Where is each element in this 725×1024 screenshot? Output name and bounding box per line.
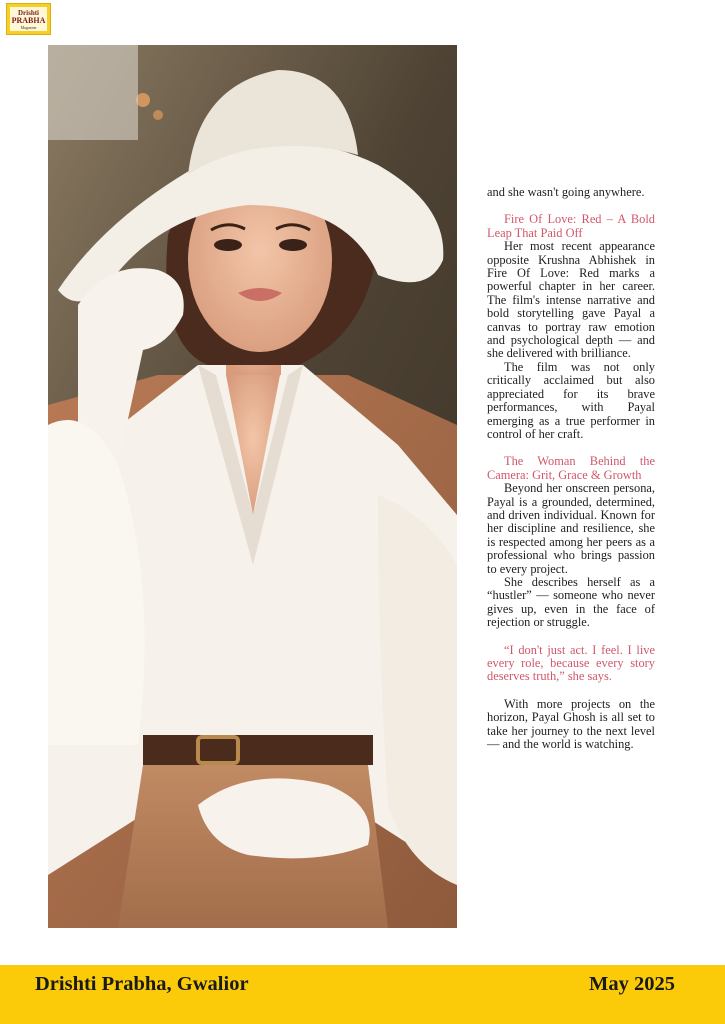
- logo-line-1: Drishti: [18, 9, 39, 17]
- magazine-logo: [6, 3, 51, 35]
- article-paragraph: and she wasn't going anywhere.: [487, 185, 645, 199]
- logo-line-2: PRABHA: [11, 16, 46, 25]
- logo-inner: [10, 7, 47, 31]
- background-lamp: [48, 45, 138, 140]
- bokeh-light: [153, 110, 163, 120]
- right-eye: [279, 239, 307, 251]
- article-paragraph: Beyond her onscreen persona, Payal is a grounded, determined, and driven individual. Known for her discipline and resilience, she is respected among her peers as a professional who brings passion to every project.: [487, 481, 655, 576]
- article-paragraph: With more projects on the horizon, Payal Ghosh is all set to take her journey to the next level — and the world is watching.: [487, 696, 655, 752]
- belt: [143, 735, 373, 765]
- article-column: [487, 186, 655, 751]
- section-heading: The Woman Behind the Camera: Grit, Grace & Growth: [487, 454, 655, 482]
- portrait-illustration: [48, 45, 457, 928]
- section-heading: Fire Of Love: Red – A Bold Leap That Paid Off: [487, 212, 655, 240]
- bokeh-light: [136, 93, 150, 107]
- issue-date: May 2025: [589, 973, 675, 995]
- article-paragraph: The film was not only critically acclaimed but also appreciated for its brave performances, with Payal emerging as a true performer in control of her craft.: [487, 359, 655, 441]
- cover-photo: [48, 45, 457, 928]
- logo-line-3: Magazine: [20, 25, 37, 30]
- pull-quote: “I don't just act. I feel. I live every role, because every story deserves truth,” she says.: [487, 642, 655, 684]
- publication-name: Drishti Prabha, Gwalior: [35, 973, 249, 995]
- left-eye: [214, 239, 242, 251]
- article-paragraph: Her most recent appearance opposite Krushna Abhishek in Fire Of Love: Red marks a powerful chapter in her career. The film's intense narrative and bold storytelling gave Payal a canvas to portray raw emotion and psychological depth — and she delivered with brilliance.: [487, 239, 655, 361]
- page-footer: [0, 965, 725, 1024]
- article-paragraph: She describes herself as a “hustler” — someone who never gives up, even in the face of rejection or struggle.: [487, 574, 655, 630]
